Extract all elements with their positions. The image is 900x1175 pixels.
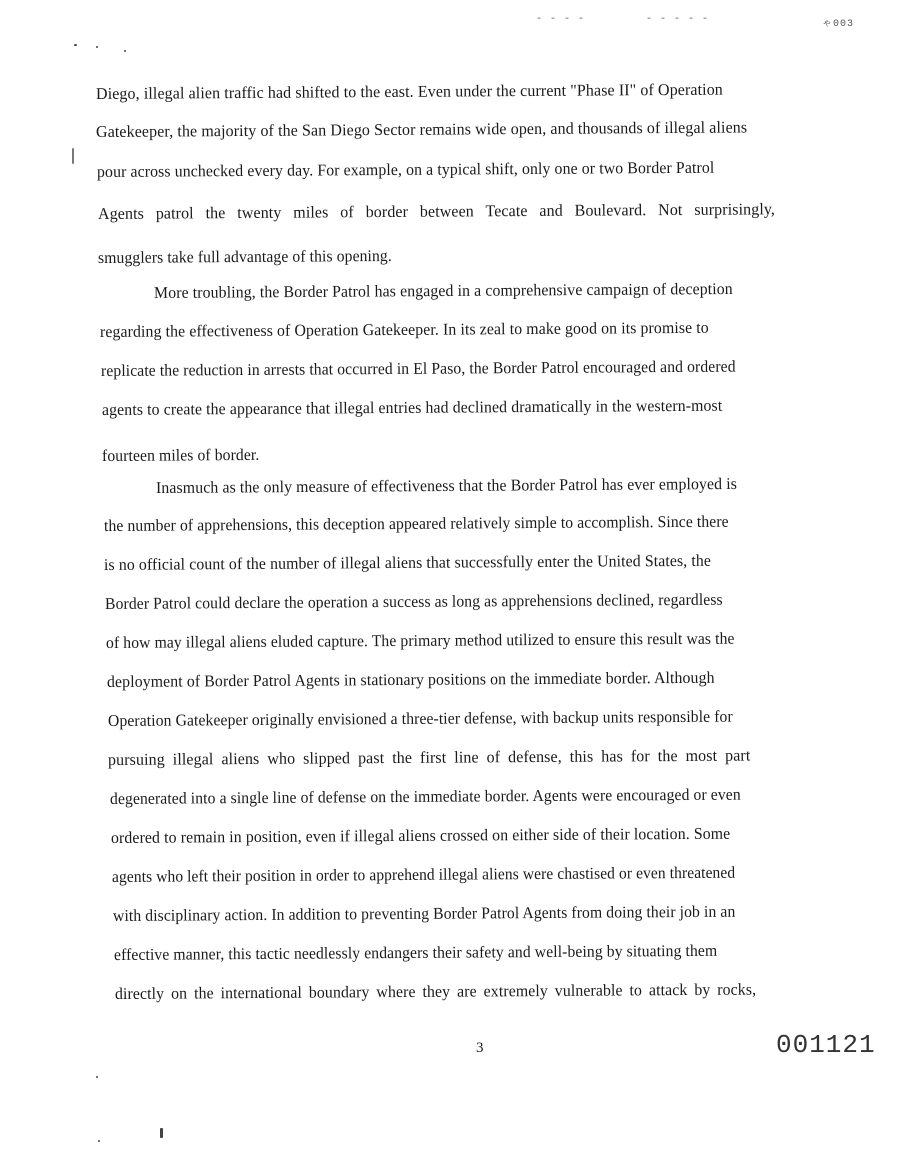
body-line: Border Patrol could declare the operation a success as long as apprehensions declined, regardless xyxy=(104,589,723,613)
body-line: More troubling, the Border Patrol has engaged in a comprehensive campaign of deception xyxy=(153,278,733,302)
body-line: Agents patrol the twenty miles of border between Tecate and Boulevard. Not surprisingly, xyxy=(97,199,776,223)
page-number: 3 xyxy=(476,1040,484,1056)
body-line: with disciplinary action. In addition to preventing Border Patrol Agents from doing their job in an xyxy=(112,901,736,925)
body-line: Inasmuch as the only measure of effectiveness that the Border Patrol has ever employed is xyxy=(155,473,737,497)
body-line: Diego, illegal alien traffic had shifted to the east. Even under the current "Phase II" of Operation xyxy=(95,79,723,103)
body-line: fourteen miles of border. xyxy=(101,444,260,465)
header-mark-middle: - - - - - xyxy=(646,14,710,25)
scan-speck xyxy=(124,50,126,52)
body-line: directly on the international boundary where they are extremely vulnerable to attack by rocks, xyxy=(114,979,757,1003)
bates-number: 001121 xyxy=(776,1030,876,1060)
body-line: smugglers take full advantage of this opening. xyxy=(97,245,392,267)
scan-speck xyxy=(74,44,77,46)
scan-speck xyxy=(160,1128,163,1138)
body-line: degenerated into a single line of defense on the immediate border. Agents were encouraged or even xyxy=(109,784,741,808)
header-mark-right: ゃ003 xyxy=(822,19,855,30)
body-line: deployment of Border Patrol Agents in stationary positions on the immediate border. Although xyxy=(106,667,715,691)
body-line: is no official count of the number of illegal aliens that successfully enter the United States, the xyxy=(103,550,712,574)
header-mark-left: - - - - xyxy=(536,14,586,25)
body-line: replicate the reduction in arrests that occurred in El Paso, the Border Patrol encouraged and ordered xyxy=(100,356,736,380)
body-line: pursuing illegal aliens who slipped past the first line of defense, this has for the most part xyxy=(107,745,751,769)
body-line: effective manner, this tactic needlessly endangers their safety and well-being by situating them xyxy=(113,940,718,964)
body-line: Operation Gatekeeper originally envisioned a three-tier defense, with backup units responsible for xyxy=(107,706,733,730)
body-line: pour across unchecked every day. For example, on a typical shift, only one or two Border Patrol xyxy=(96,157,715,181)
body-line: Gatekeeper, the majority of the San Diego Sector remains wide open, and thousands of illegal aliens xyxy=(95,117,748,141)
body-line: regarding the effectiveness of Operation Gatekeeper. In its zeal to make good on its promise to xyxy=(99,317,709,341)
scan-speck xyxy=(98,1140,100,1142)
body-line: agents to create the appearance that illegal entries had declined dramatically in the western-most xyxy=(101,395,723,419)
body-line: of how may illegal aliens eluded capture. The primary method utilized to ensure this result was the xyxy=(105,628,735,652)
body-line: agents who left their position in order to apprehend illegal aliens were chastised or even threatened xyxy=(111,862,736,886)
body-line: the number of apprehensions, this deception appeared relatively simple to accomplish. Since there xyxy=(103,511,729,535)
body-line: ordered to remain in position, even if illegal aliens crossed on either side of their location. Some xyxy=(110,823,731,847)
scan-speck xyxy=(72,148,74,164)
scan-speck xyxy=(96,1076,98,1078)
scan-speck xyxy=(96,46,98,48)
